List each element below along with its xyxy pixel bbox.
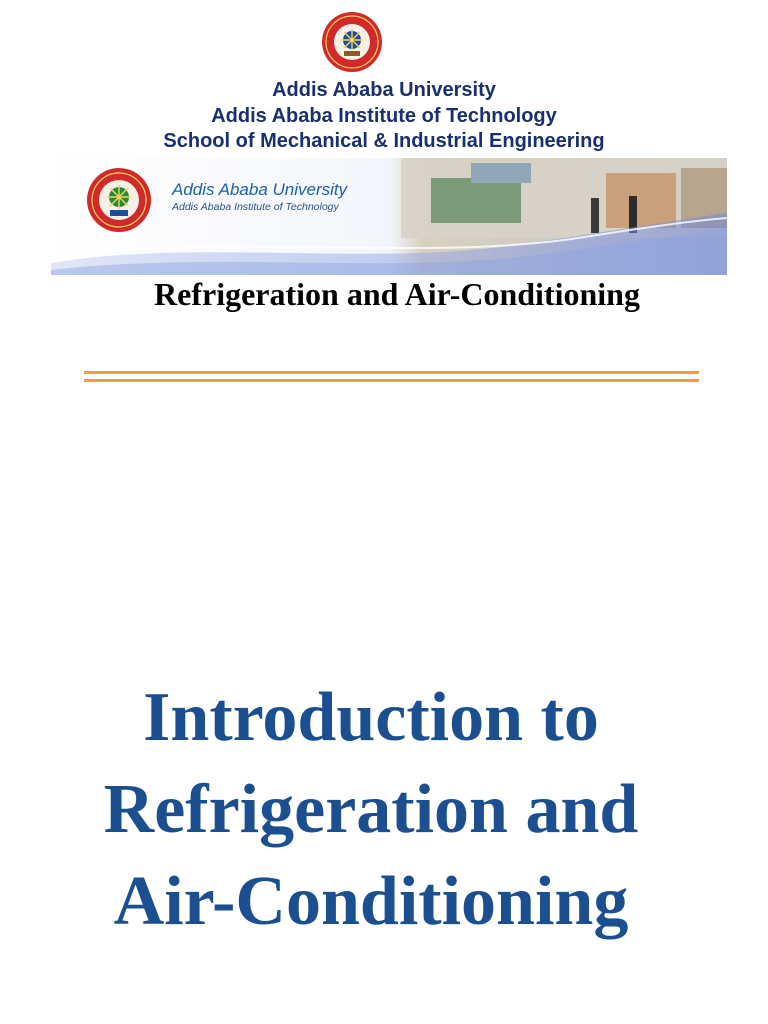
institution-line-university: Addis Ababa University: [272, 79, 496, 101]
main-title-line-1: Introduction to: [143, 679, 599, 756]
divider-line-lower: [84, 379, 699, 382]
university-banner: [51, 158, 727, 275]
university-seal-icon: [84, 167, 154, 233]
banner-text: [172, 180, 347, 214]
banner-institute-name: Addis Ababa Institute of Technology: [172, 201, 339, 213]
institution-line-school: School of Mechanical & Industrial Engineering: [163, 130, 605, 152]
banner-university-name: Addis Ababa University: [172, 180, 348, 199]
course-title: Refrigeration and Air-Conditioning: [154, 276, 640, 312]
main-title-line-3: Air-Conditioning: [113, 863, 629, 940]
divider-line-upper: [84, 371, 699, 374]
main-title: [0, 672, 742, 948]
institution-line-institute: Addis Ababa Institute of Technology: [211, 104, 557, 127]
university-seal-icon: [320, 11, 384, 73]
main-title-line-2: Refrigeration and: [103, 771, 639, 848]
institution-header: [0, 78, 768, 155]
